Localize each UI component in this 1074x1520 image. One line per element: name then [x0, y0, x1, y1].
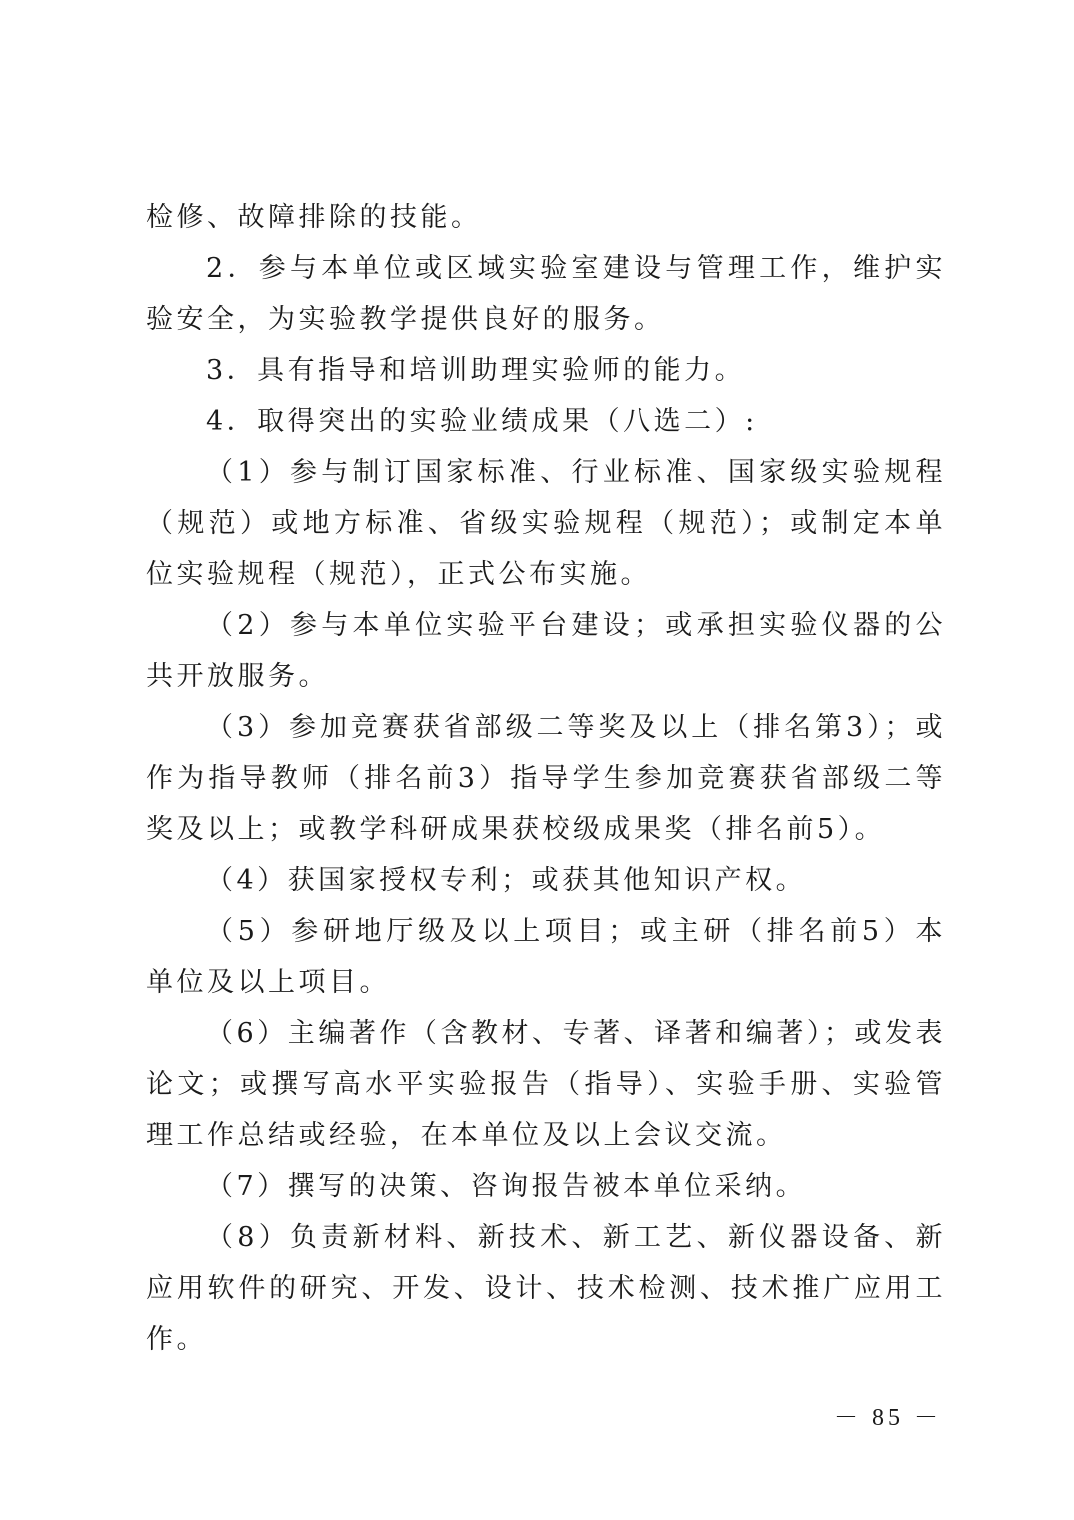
paragraph-subitem-3: （3）参加竞赛获省部级二等奖及以上（排名第3）；或作为指导教师（排名前3）指导学生参加竞赛获省部级二等奖及以上；或教学科研成果获校级成果奖（排名前5）。 [146, 712, 946, 845]
paragraph-continuation: 检修、故障排除的技能。 [146, 202, 482, 233]
body-text [146, 192, 946, 1365]
paragraph-subitem-5: （5）参研地厅级及以上项目；或主研（排名前5）本单位及以上项目。 [146, 916, 946, 998]
paragraph-item-2: 2．参与本单位或区域实验室建设与管理工作，维护实验安全，为实验教学提供良好的服务。 [146, 253, 946, 335]
paragraph-item-3: 3．具有指导和培训助理实验师的能力。 [206, 355, 746, 386]
page-number: － 85 － [834, 1405, 942, 1431]
paragraph-subitem-2: （2）参与本单位实验平台建设；或承担实验仪器的公共开放服务。 [146, 610, 946, 692]
paragraph-subitem-4: （4）获国家授权专利；或获其他知识产权。 [206, 865, 807, 896]
paragraph-subitem-6: （6）主编著作（含教材、专著、译著和编著）；或发表论文；或撰写高水平实验报告（指导）、实验手册、实验管理工作总结或经验，在本单位及以上会议交流。 [146, 1018, 946, 1151]
paragraph-item-4: 4．取得突出的实验业绩成果（八选二）: [206, 406, 758, 437]
paragraph-subitem-7: （7）撰写的决策、咨询报告被本单位采纳。 [206, 1171, 807, 1202]
paragraph-subitem-1: （1）参与制订国家标准、行业标准、国家级实验规程（规范）或地方标准、省级实验规程（规范）；或制定本单位实验规程（规范），正式公布实施。 [146, 457, 946, 590]
paragraph-subitem-8: （8）负责新材料、新技术、新工艺、新仪器设备、新应用软件的研究、开发、设计、技术检测、技术推广应用工作。 [146, 1222, 946, 1355]
